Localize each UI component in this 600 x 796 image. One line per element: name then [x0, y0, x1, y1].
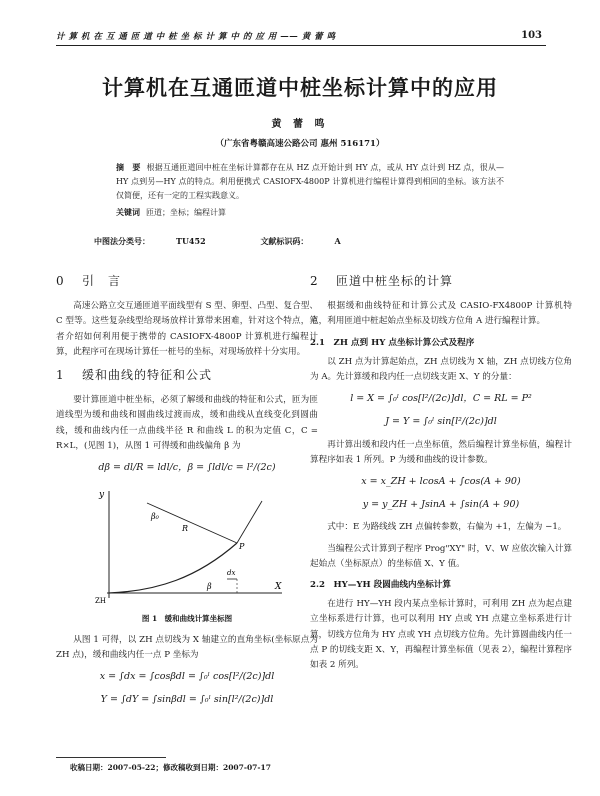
subsection-2-2-paragraph: 在进行 HY—YH 段内某点坐标计算时，可利用 ZH 点为起点建立坐标系进行计算，也可以利用 HY 点或 YH 点建立坐标系进行计算，切线方位角为 HY 点或 YH 点切线方位角。先计算圆曲线内任一点 P 的切线支距 X、Y，再编程计算坐标值（见表 2），编程计算程序如表 2 所列。 — [310, 599, 572, 671]
keywords-label: 关键词 — [116, 207, 140, 217]
affiliation: （广东省粤赣高速公路公司 惠州 516171） — [215, 139, 385, 149]
transition-curve — [109, 543, 237, 593]
left-column — [56, 272, 318, 715]
equation-x: x = ∫dx = ∫cosβdl = ∫₀ˡ cos[l²/(2c)]dl — [99, 671, 275, 683]
section-heading-ramp-coordinates — [310, 274, 572, 289]
intro-paragraph: 高速公路立交互通匝道平面线型有 S 型、卵型、凸型、复合型、C 型等。这些复杂线型给现场放样计算带来困难，针对这个特点，笔者介绍如何利用便于携带的 CASIOFX-4800P 计算机进行编程计算，此程序可在现场计算任一桩号的坐标，对现场放样十分实用。 — [56, 301, 318, 357]
transition-paragraph: 要计算匝道中桩坐标，必须了解缓和曲线的特征和公式，匝为匝道线型为缓和曲线和圆曲线过渡而成，缓和曲线从直线变化到圆曲线，缓和曲线内任一点曲线半径 R 和曲线 L 的积为定值 C，C = R×L，(见图 1)，从图 1 可得缓和曲线偏角 β 为 — [56, 395, 318, 451]
equation-beta: dβ = dl/R = ldl/c，β = ∫ldl/c = l²/(2c) — [98, 462, 276, 474]
equation-j: J = Y = ∫₀ˡ sin[l²/(2c)]dl — [385, 416, 497, 428]
abstract-label: 摘 要 — [116, 162, 141, 172]
subsection-2-1: 2.1 ZH 点到 HY 点坐标计算公式及程序 — [310, 337, 475, 348]
received-date: 收稿日期：2007-05-22；修改稿收到日期：2007-07-17 — [70, 763, 271, 772]
page-number: 103 — [521, 30, 542, 41]
label-r: R — [182, 524, 189, 534]
article-title: 计算机在互通匝道中桩坐标计算中的应用 — [102, 75, 498, 100]
transition-curve-diagram — [87, 483, 287, 603]
label-p: P — [239, 542, 245, 552]
label-zh: ZH — [95, 597, 106, 604]
equation-y: Y = ∫dY = ∫sinβdl = ∫₀ˡ sin[l²/(2c)]dl — [100, 694, 274, 706]
section-title: 缓和曲线的特征和公式 — [82, 368, 213, 383]
section-title: 匝道中桩坐标的计算 — [336, 274, 454, 288]
subsection-2-1-paragraph: 以 ZH 点为计算起始点，ZH 点切线为 X 轴，ZH 点切线方位角为 A。先计算缓和段内任一点切线支距 X、Y 的分量： — [310, 356, 572, 383]
doc-code: A — [334, 236, 341, 246]
equation-l: l = X = ∫₀ˡ cos[l²/(2c)]dl，C = RL = P² — [350, 393, 532, 405]
label-x: X — [275, 582, 282, 593]
classification-line — [94, 236, 504, 247]
section-number: 1 — [56, 368, 65, 383]
ramp-intro-paragraph: 根据缓和曲线特征和计算公式及 CASIO-FX4800P 计算机特点，利用匝道中桩起始点坐标及切线方位角 A 进行编程计算。 — [310, 301, 572, 327]
label-beta0: β₀ — [151, 512, 159, 522]
doc-code-label: 文献标识码： — [260, 236, 309, 246]
clc-label: 中图法分类号： — [94, 236, 150, 246]
coordinate-paragraph: 从图 1 可得，以 ZH 点切线为 X 轴建立的直角坐标(坐标原点为 ZH 点)，缓和曲线内任一点 P 坐标为 — [56, 634, 318, 660]
section-number: 0 — [56, 274, 65, 288]
label-y: y — [99, 490, 105, 501]
program-paragraph: 再计算出缓和段内任一点坐标值，然后编程计算坐标值，编程计算程序如表 1 所列。P 为缓和曲线的设计参数。 — [310, 439, 572, 465]
offset-note: 式中：E 为路线线 ZH 点偏转参数，右偏为 +1，左偏为 −1。 — [327, 522, 567, 533]
abstract — [94, 160, 504, 220]
footnote-rule — [56, 757, 166, 758]
radius-line-2 — [237, 501, 262, 543]
subprogram-note: 当编程公式计算到子程序 Prog"XY" 时，V、W 应依次输入计算起始点（坐标原点）的坐标值 X、Y 值。 — [310, 543, 572, 569]
equation-x-coord: x = x_ZH + lcosA + ∫cos(A + 90) — [361, 476, 521, 488]
figure-caption: 图 1 缓和曲线计算坐标图 — [141, 614, 233, 624]
label-dx: dx — [227, 569, 236, 578]
right-column — [310, 272, 572, 679]
radius-line — [147, 503, 237, 543]
clc-number: TU452 — [176, 236, 206, 246]
subsection-2-2: 2.2 HY—YH 段圆曲线内坐标计算 — [310, 580, 451, 591]
section-heading-transition-curve — [56, 368, 318, 383]
section-title: 引 言 — [82, 274, 122, 288]
running-head: 计 算 机 在 互 通 匝 道 中 桩 坐 标 计 算 中 的 应 用 —— 黄 蕾 鸣 — [56, 32, 336, 42]
label-beta: β — [207, 582, 212, 592]
equation-y-coord: y = y_ZH + JsinA + ∫sin(A + 90) — [362, 499, 520, 511]
abstract-text: 根据互通匝道回中桩在坐标计算都存在从 HZ 点开始计到 HY 点，或从 HY 点计到 HZ 点，很从—HY 点到另—HY 点的特点。利用便携式 CASIOFX-4800P 计算机进行编程计算得到相回的坐标。该方法不仅简便，还有一定的工程实践意义。 — [116, 163, 504, 200]
author: 黄 蕾 鸣 — [271, 119, 329, 130]
section-heading-intro — [56, 274, 318, 289]
section-number: 2 — [310, 274, 319, 288]
figure-1 — [56, 483, 318, 626]
keywords: 匝道；坐标；编程计算 — [146, 208, 226, 217]
header-rule — [56, 45, 546, 46]
